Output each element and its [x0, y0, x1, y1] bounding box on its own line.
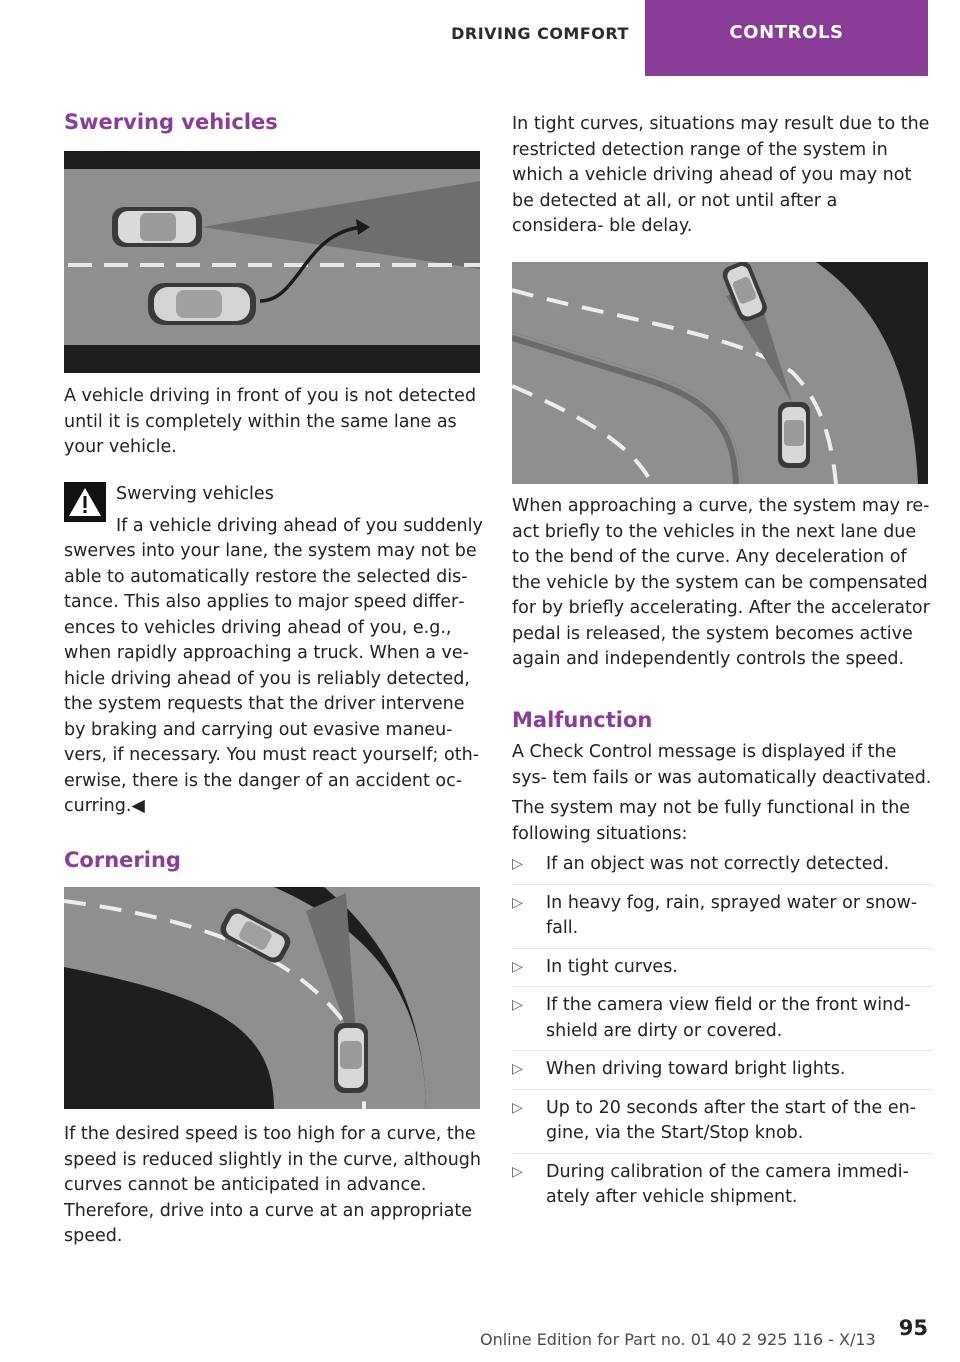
triangle-right-icon: ▷ [512, 894, 523, 911]
warning-triangle-icon [64, 482, 106, 522]
triangle-right-icon: ▷ [512, 997, 523, 1013]
cornering-illustration [64, 887, 480, 1109]
malfunction-heading: Malfunction [512, 708, 653, 732]
chapter-tab [645, 0, 928, 76]
warning-text-first-line: If a vehicle driving ahead of you suddenly [116, 516, 483, 536]
curve-approach-illustration [512, 262, 928, 484]
situations-list [512, 852, 932, 1223]
list-item: ▷ During calibration of the camera immedi‐ ately after vehicle shipment. [512, 1161, 909, 1207]
list-item: ▷ If an object was not correctly detected. [512, 852, 932, 885]
triangle-right-icon: ▷ [512, 856, 523, 872]
triangle-right-icon: ▷ [512, 1163, 523, 1180]
triangle-right-icon: ▷ [512, 1061, 523, 1077]
swerving-vehicles-heading: Swerving vehicles [64, 110, 278, 134]
list-item: ▷ When driving toward bright lights. [512, 1057, 932, 1090]
list-item: ▷ In tight curves. [512, 955, 932, 988]
triangle-right-icon: ▷ [512, 958, 523, 975]
page-number: 95 [898, 1316, 928, 1340]
cornering-heading: Cornering [64, 848, 181, 872]
list-item: ▷ If the camera view field or the front wind‐ shield are dirty or covered. [512, 993, 932, 1051]
warning-title: Swerving vehicles [116, 484, 274, 504]
cornering-body-text: If the desired speed is too high for a curve, the speed is reduced slightly in the curve, although curves cannot be anticipated in advance. Therefore, drive into a curve at an appropriate speed. [64, 1124, 481, 1246]
running-header-section: DRIVING COMFORT [451, 24, 629, 43]
swerving-body-text: A vehicle driving in front of you is not detected until it is completely within the same lane as your vehicle. [64, 386, 477, 457]
chapter-tab-label: CONTROLS [729, 22, 844, 43]
triangle-right-icon: ▷ [512, 1099, 523, 1116]
situations-intro-text: The system may not be fully functional in the following situations: [512, 798, 911, 844]
list-item: ▷ In heavy fog, rain, sprayed water or snow‐ fall. [512, 891, 932, 949]
footer-edition: Online Edition for Part no. 01 40 2 925 116 - X/13 [480, 1330, 876, 1349]
swerving-vehicles-illustration [64, 151, 480, 373]
curve-approach-text: When approaching a curve, the system may re‐ act briefly to the vehicles in the next lane due to the bend of the curve. Any deceleration of the vehicle by the system can be compensated for by briefly accelerating. After the accelerator pedal is released, the system becomes active again and independently controls the speed. [512, 496, 930, 669]
malfunction-text: A Check Control message is displayed if the sys‐ tem fails or was automatically deactivated. [512, 742, 932, 788]
warning-body-text: swerves into your lane, the system may not be able to automatically restore the selected dis‐ tance. This also applies to major speed differ‐ ences to vehicles driving ahead of you, e.g., when rapidly approaching a truck. When a ve‐ hicle driving ahead of you is reliably detected, the system requests that the driver intervene by braking and carrying out evasive maneu‐ vers, if necessary. You must react yourself; oth‐ erwise, there is the danger of an accident oc‐ curring.◀ [64, 541, 479, 816]
tight-curves-text: In tight curves, situations may result due to the restricted detection range of the system in which a vehicle driving ahead of you may not be detected at all, or not until after a considera‐ ble delay. [512, 114, 930, 236]
list-item: ▷ Up to 20 seconds after the start of the en‐ gine, via the Start/Stop knob. [512, 1096, 932, 1154]
